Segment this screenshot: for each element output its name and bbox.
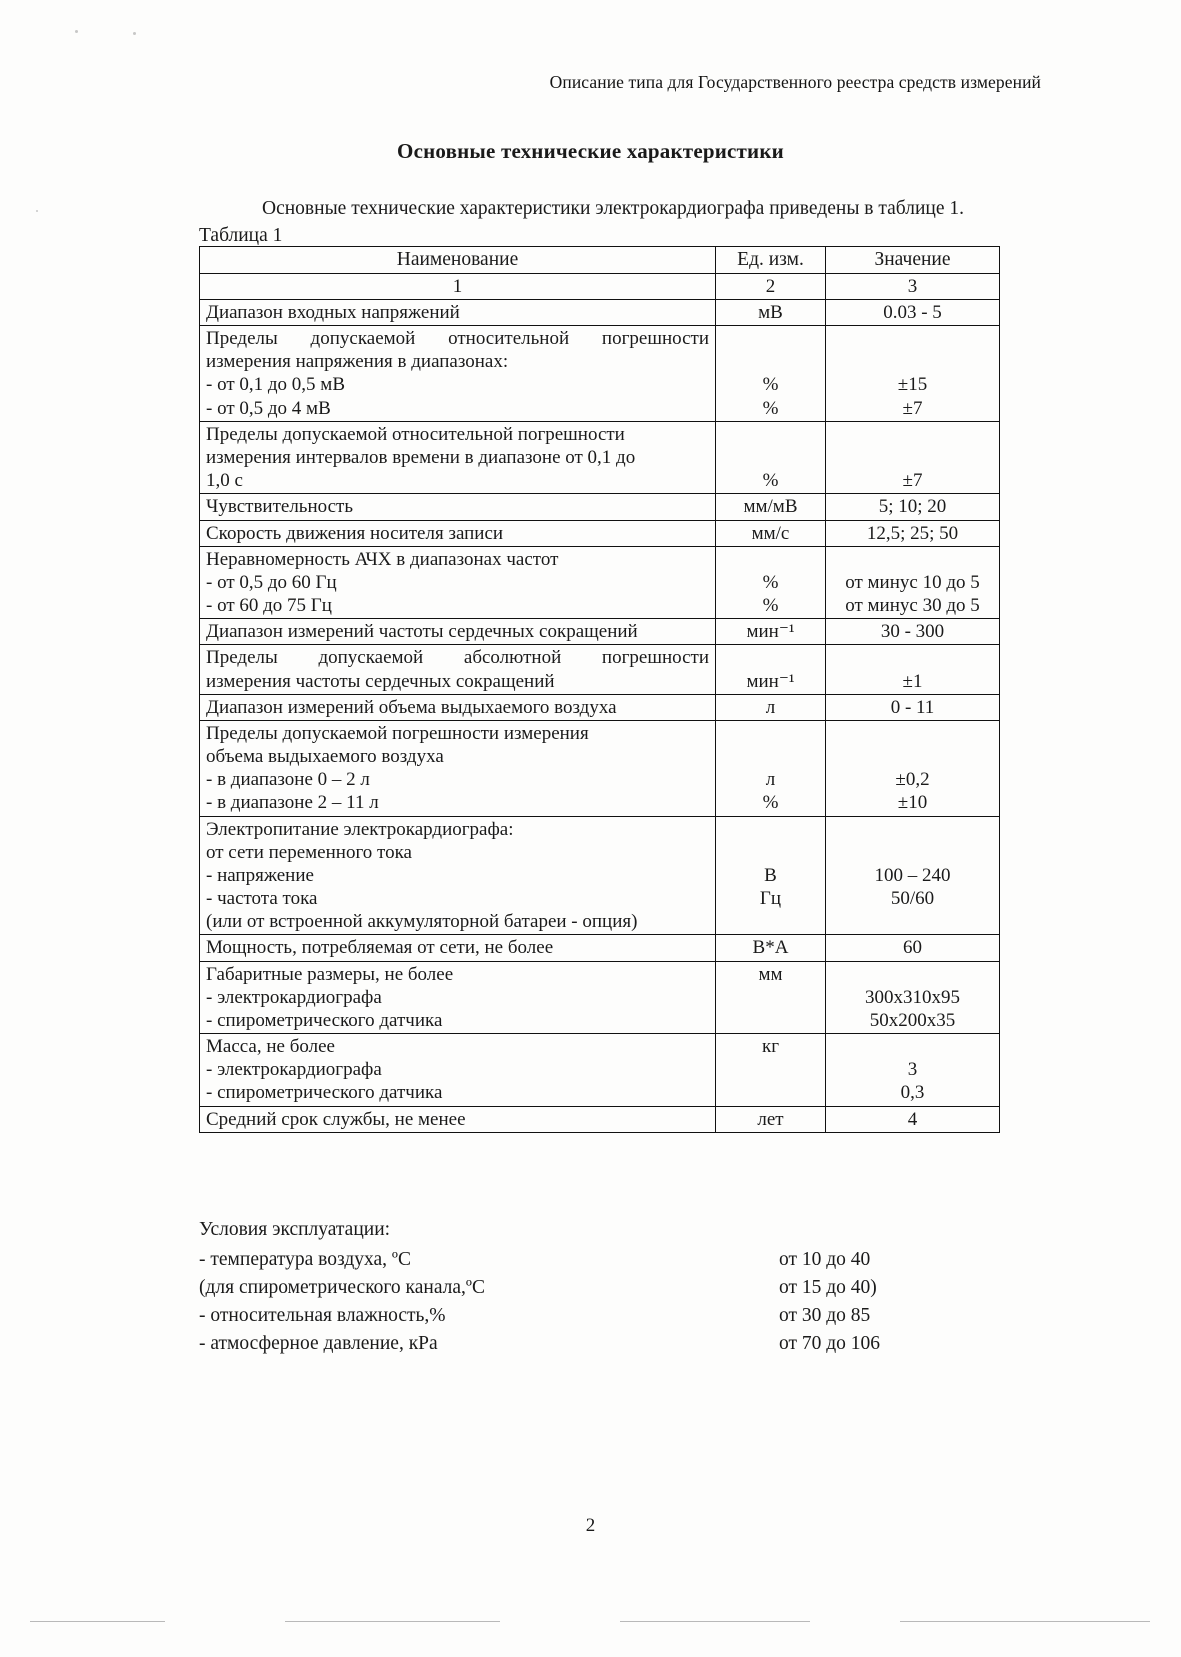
- scan-edge-dash: [30, 1621, 165, 1622]
- condition-value: от 70 до 106: [779, 1333, 881, 1354]
- cell-value: 0.03 - 5: [826, 299, 1000, 325]
- table-header-row: [200, 247, 1000, 274]
- cell-name: Мощность, потребляемая от сети, не более: [200, 935, 716, 961]
- scan-speck: [75, 30, 78, 33]
- table-row: [200, 935, 1000, 961]
- column-number-1: 1: [200, 273, 716, 299]
- scan-edge-dash: [900, 1621, 1150, 1622]
- page-number: 2: [585, 1515, 596, 1536]
- cell-value: от минус 10 до 5 от минус 30 до 5: [826, 546, 1000, 619]
- condition-row: [199, 1330, 881, 1358]
- table-row: [200, 816, 1000, 935]
- cell-value: 0 - 11: [826, 694, 1000, 720]
- cell-value: ±15 ±7: [826, 326, 1000, 422]
- column-header-name: Наименование: [200, 247, 716, 274]
- table-row: [200, 1034, 1000, 1107]
- cell-value: 300x310x95 50x200x35: [826, 961, 1000, 1034]
- cell-unit: % %: [716, 546, 826, 619]
- cell-name: Пределы допускаемой погрешности измерения объема выдыхаемого воздуха - в диапазоне 0 – 2 л - в диапазоне 2 – 11 л: [200, 720, 716, 816]
- table-row: [200, 619, 1000, 645]
- cell-unit: %: [716, 421, 826, 494]
- condition-row: [199, 1246, 871, 1274]
- scan-speck: [36, 210, 38, 212]
- table-row: [200, 326, 1000, 422]
- scan-edge-dash: [285, 1621, 500, 1622]
- table-row: [200, 546, 1000, 619]
- table-row: [200, 299, 1000, 325]
- cell-name: Диапазон измерений объема выдыхаемого воздуха: [200, 694, 716, 720]
- cell-name: Пределы допускаемой относительной погрешности измерения напряжения в диапазонах: - от 0,1 до 0,5 мВ - от 0,5 до 4 мВ: [200, 326, 716, 422]
- cell-unit: л %: [716, 720, 826, 816]
- scan-speck: [133, 32, 136, 35]
- cell-name: Диапазон измерений частоты сердечных сокращений: [200, 619, 716, 645]
- condition-row: [199, 1274, 877, 1302]
- cell-name: Электропитание электрокардиографа: от сети переменного тока - напряжение - частота тока (или от встроенной аккумуляторной батареи - опция): [200, 816, 716, 935]
- cell-unit: мм/мВ: [716, 494, 826, 520]
- cell-unit: кг: [716, 1034, 826, 1107]
- condition-value: от 30 до 85: [779, 1305, 871, 1326]
- scan-edge-dash: [620, 1621, 810, 1622]
- specifications-table: [199, 246, 1000, 1133]
- cell-name: Средний срок службы, не менее: [200, 1106, 716, 1132]
- column-number-3: 3: [826, 273, 1000, 299]
- table-row: [200, 645, 1000, 694]
- cell-value: 3 0,3: [826, 1034, 1000, 1107]
- condition-label: - атмосферное давление, кРа: [199, 1333, 438, 1354]
- cell-unit: В Гц: [716, 816, 826, 935]
- cell-unit: % %: [716, 326, 826, 422]
- cell-value: 60: [826, 935, 1000, 961]
- cell-unit: мм/с: [716, 520, 826, 546]
- cell-value: 12,5; 25; 50: [826, 520, 1000, 546]
- table-caption: Таблица 1: [199, 225, 283, 246]
- cell-name: Пределы допускаемой относительной погрешности измерения интервалов времени в диапазоне от 0,1 до 1,0 с: [200, 421, 716, 494]
- table-row: [200, 421, 1000, 494]
- column-header-unit: Ед. изм.: [716, 247, 826, 274]
- condition-value: от 15 до 40): [779, 1277, 877, 1298]
- conditions-title: Условия эксплуатации:: [199, 1219, 391, 1240]
- table-body: [200, 299, 1000, 1132]
- cell-value: ±0,2 ±10: [826, 720, 1000, 816]
- table-row: [200, 961, 1000, 1034]
- condition-label: - относительная влажность,%: [199, 1305, 446, 1326]
- intro-paragraph: Основные технические характеристики электрокардиографа приведены в таблице 1.: [262, 198, 964, 219]
- cell-value: 4: [826, 1106, 1000, 1132]
- page-title: Основные технические характеристики: [397, 139, 784, 163]
- cell-unit: лет: [716, 1106, 826, 1132]
- cell-value: 5; 10; 20: [826, 494, 1000, 520]
- condition-row: [199, 1302, 871, 1330]
- cell-name: Чувствительность: [200, 494, 716, 520]
- operating-conditions: [199, 1216, 881, 1358]
- condition-value: от 10 до 40: [779, 1249, 871, 1270]
- cell-value: ±1: [826, 645, 1000, 694]
- column-number-2: 2: [716, 273, 826, 299]
- condition-label: (для спирометрического канала,ºС: [199, 1277, 485, 1298]
- cell-name: Масса, не более - электрокардиографа - спирометрического датчика: [200, 1034, 716, 1107]
- cell-value: 100 – 240 50/60: [826, 816, 1000, 935]
- cell-unit: л: [716, 694, 826, 720]
- table-row: [200, 1106, 1000, 1132]
- cell-unit: мин⁻¹: [716, 619, 826, 645]
- table-row: [200, 520, 1000, 546]
- cell-value: ±7: [826, 421, 1000, 494]
- table-column-number-row: [200, 273, 1000, 299]
- table-row: [200, 720, 1000, 816]
- cell-name: Габаритные размеры, не более - электрокардиографа - спирометрического датчика: [200, 961, 716, 1034]
- condition-label: - температура воздуха, ºС: [199, 1249, 411, 1270]
- table-row: [200, 694, 1000, 720]
- running-head: Описание типа для Государственного реестра средств измерений: [549, 72, 1041, 92]
- cell-unit: мин⁻¹: [716, 645, 826, 694]
- table-row: [200, 494, 1000, 520]
- column-header-value: Значение: [826, 247, 1000, 274]
- cell-name: Скорость движения носителя записи: [200, 520, 716, 546]
- cell-name: Пределы допускаемой абсолютной погрешности измерения частоты сердечных сокращений: [200, 645, 716, 694]
- cell-unit: мВ: [716, 299, 826, 325]
- cell-name: Диапазон входных напряжений: [200, 299, 716, 325]
- cell-unit: В*А: [716, 935, 826, 961]
- cell-value: 30 - 300: [826, 619, 1000, 645]
- cell-unit: мм: [716, 961, 826, 1034]
- cell-name: Неравномерность АЧХ в диапазонах частот - от 0,5 до 60 Гц - от 60 до 75 Гц: [200, 546, 716, 619]
